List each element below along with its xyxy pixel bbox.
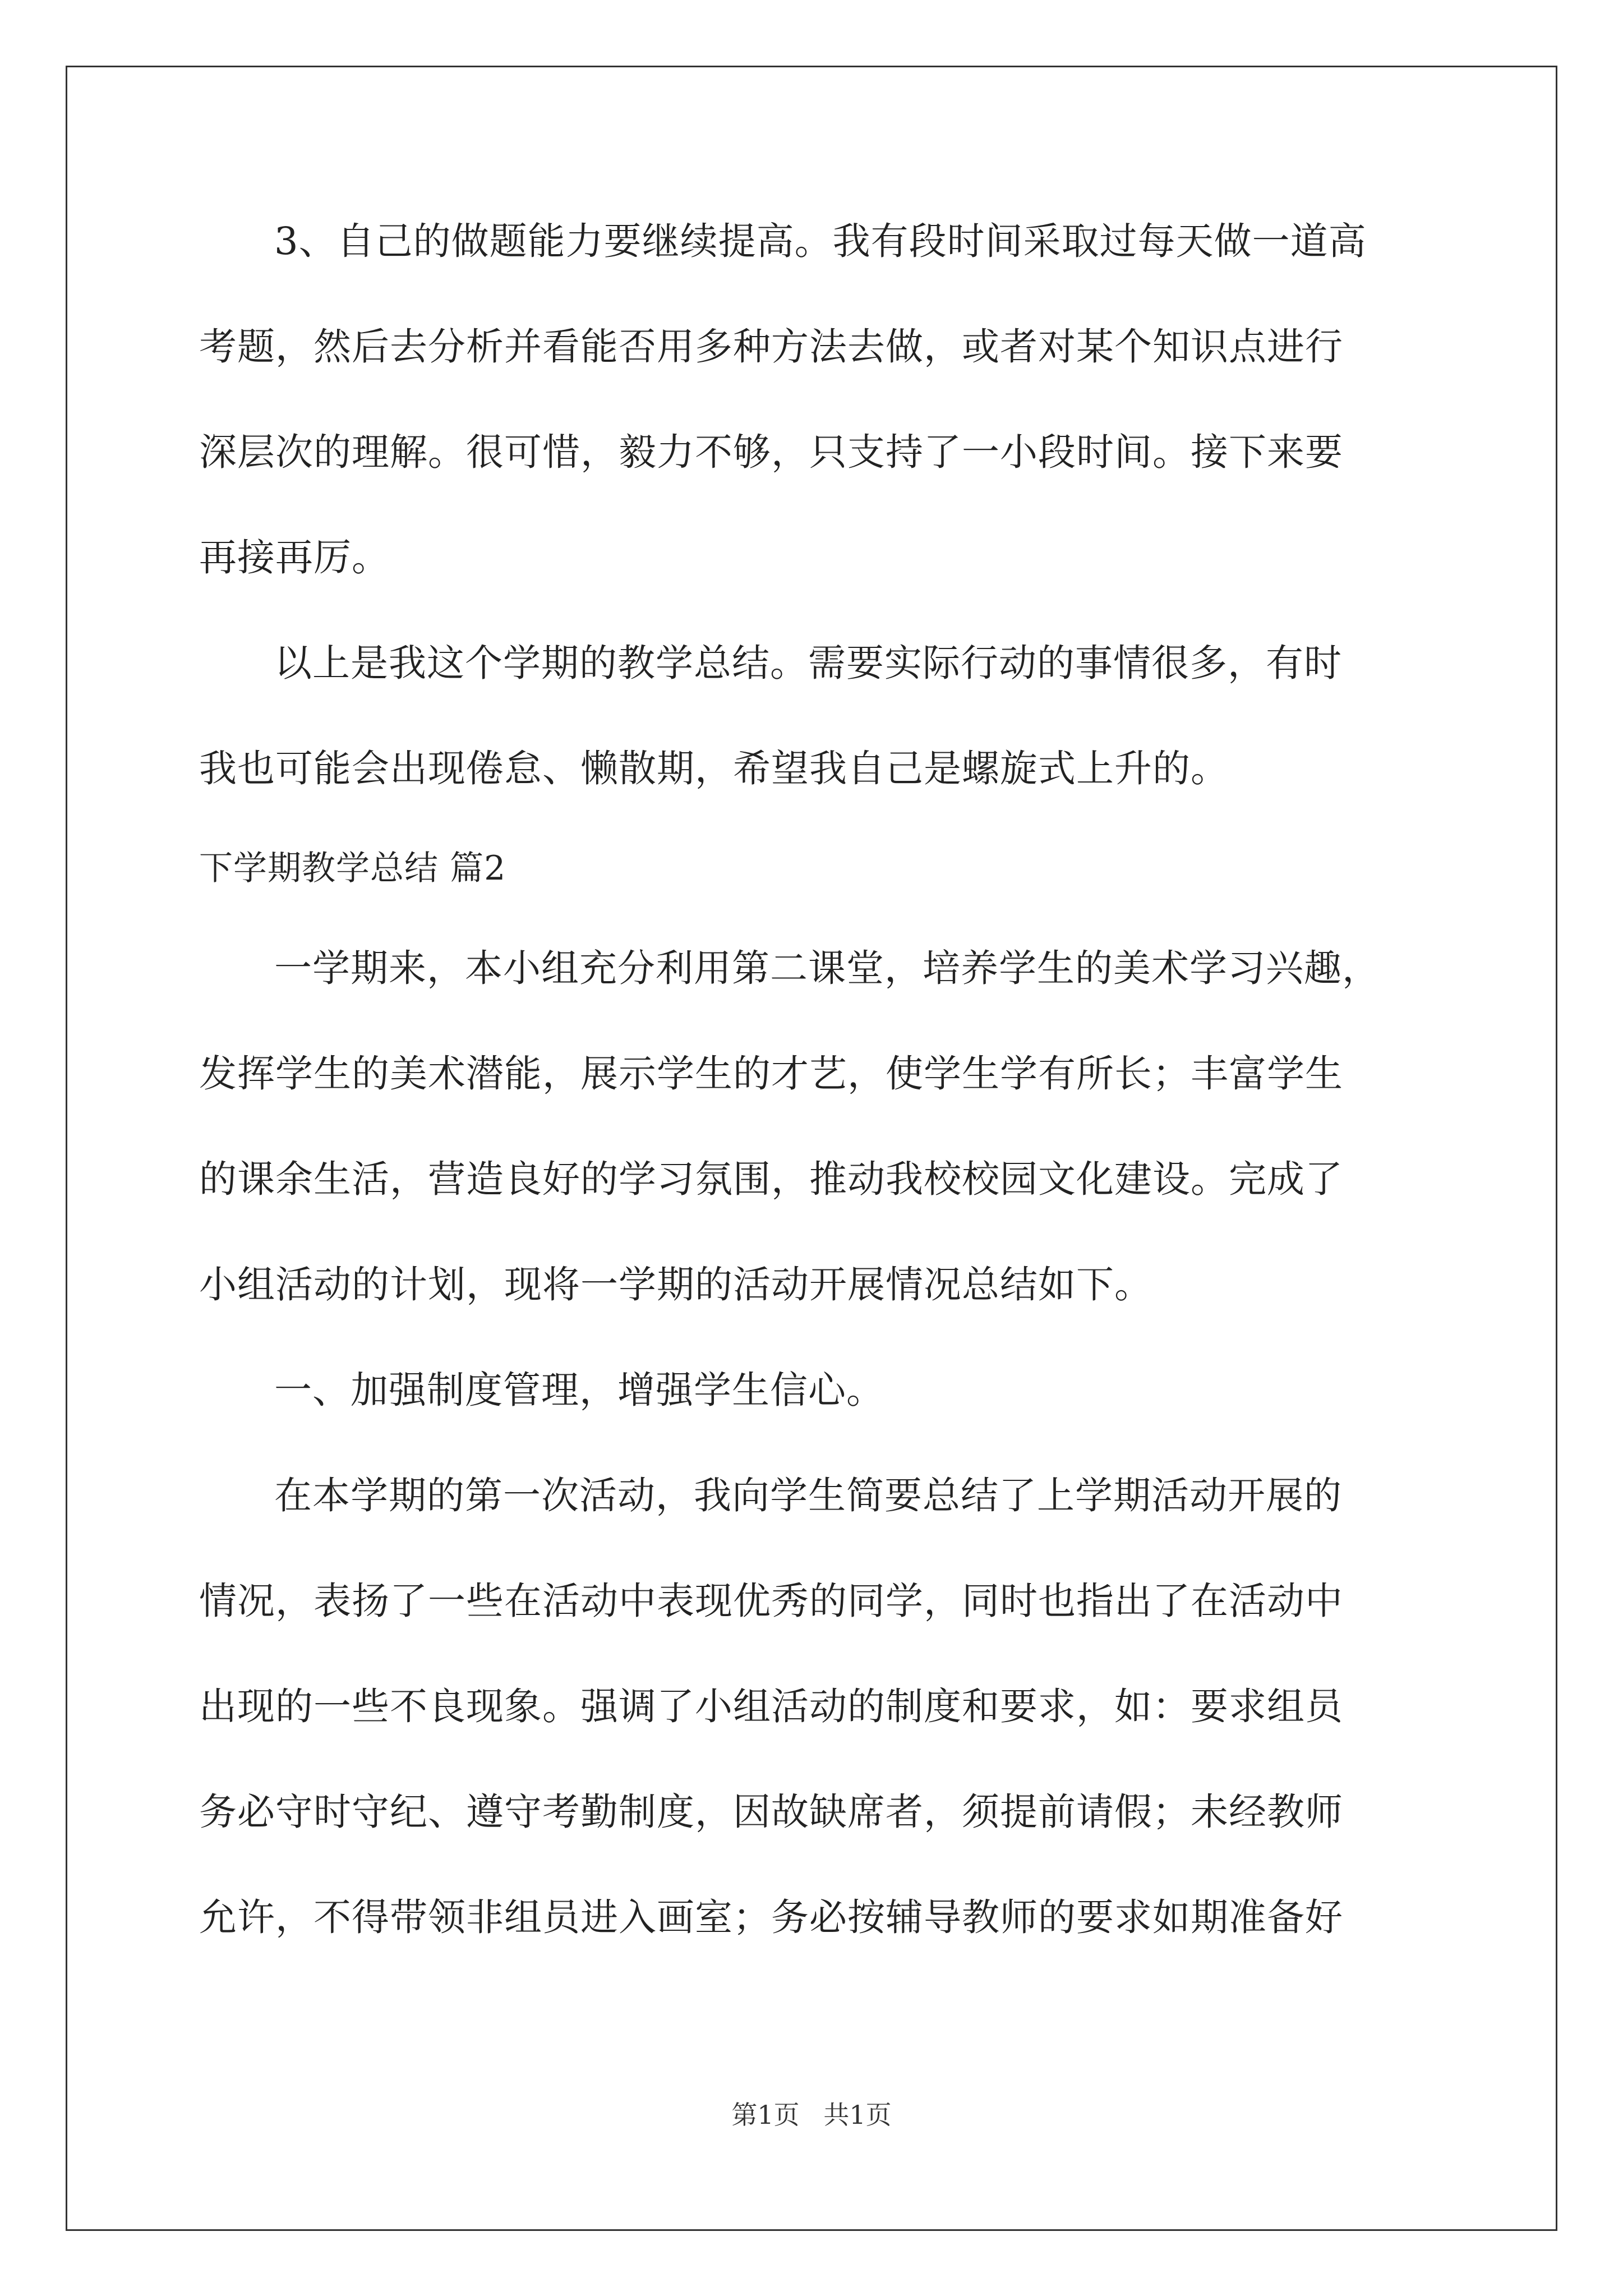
paragraph-line: 情况，表扬了一些在活动中表现优秀的同学，同时也指出了在活动中 bbox=[199, 1579, 1343, 1623]
paragraph-line: 以上是我这个学期的教学总结。需要实际行动的事情很多，有时 bbox=[274, 641, 1342, 685]
page-number-total: 共1页 bbox=[823, 2100, 892, 2130]
paragraph-line: 发挥学生的美术潜能，展示学生的才艺，使学生学有所长；丰富学生 bbox=[199, 1052, 1343, 1096]
paragraph-line: 出现的一些不良现象。强调了小组活动的制度和要求，如：要求组员 bbox=[199, 1685, 1343, 1728]
section-heading: 下学期教学总结 篇2 bbox=[199, 849, 506, 888]
paragraph-line: 一、加强制度管理，增强学生信心。 bbox=[274, 1368, 884, 1412]
paragraph-line: 考题，然后去分析并看能否用多种方法去做，或者对某个知识点进行 bbox=[199, 325, 1343, 369]
page-footer bbox=[0, 2098, 1623, 2132]
paragraph-line: 允许，不得带领非组员进入画室；务必按辅导教师的要求如期准备好 bbox=[199, 1895, 1343, 1939]
paragraph-line: 我也可能会出现倦怠、懒散期，希望我自己是螺旋式上升的。 bbox=[199, 747, 1229, 790]
paragraph-line: 3、自己的做题能力要继续提高。我有段时间采取过每天做一道高 bbox=[274, 219, 1367, 263]
paragraph-line: 在本学期的第一次活动，我向学生简要总结了上学期活动开展的 bbox=[274, 1474, 1342, 1517]
page-number-current: 第1页 bbox=[731, 2100, 800, 2130]
paragraph-line: 一学期来，本小组充分利用第二课堂，培养学生的美术学习兴趣， bbox=[274, 946, 1380, 990]
paragraph-line: 小组活动的计划，现将一学期的活动开展情况总结如下。 bbox=[199, 1263, 1152, 1306]
paragraph-line: 的课余生活，营造良好的学习氛围，推动我校校园文化建设。完成了 bbox=[199, 1157, 1343, 1201]
paragraph-line: 深层次的理解。很可惜，毅力不够，只支持了一小段时间。接下来要 bbox=[199, 430, 1343, 474]
paragraph-line: 再接再厉。 bbox=[199, 536, 390, 579]
paragraph-line: 务必守时守纪、遵守考勤制度，因故缺席者，须提前请假；未经教师 bbox=[199, 1790, 1343, 1834]
